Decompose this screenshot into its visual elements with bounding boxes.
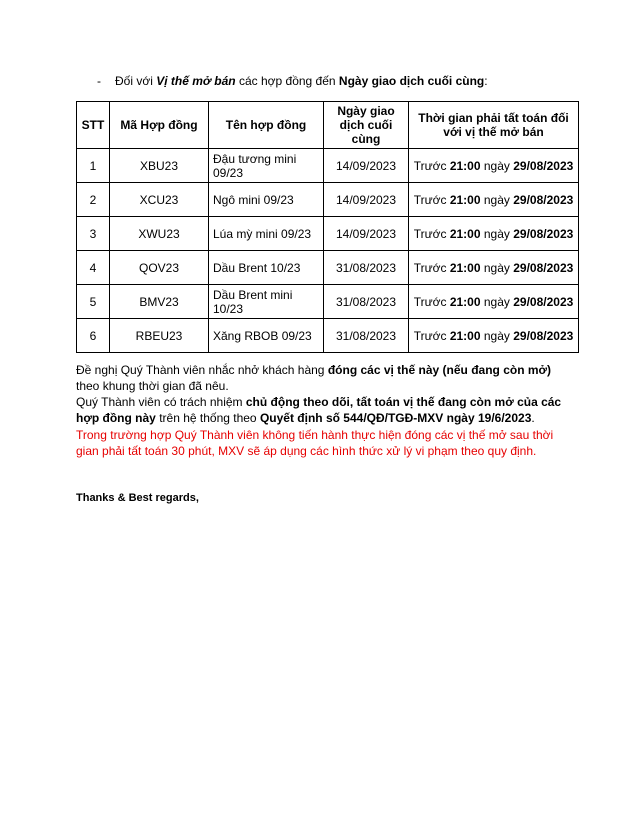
header-contract-code: Mã Hợp đồng (110, 102, 209, 149)
row-stt: 3 (77, 217, 110, 251)
row-contract-name: Ngô mini 09/23 (209, 183, 324, 217)
reminder-text: Đề nghị Quý Thành viên nhắc nhở khách hàng (76, 363, 328, 377)
deadline-connector: ngày (480, 260, 514, 275)
deadline-time: 21:00 (449, 294, 481, 309)
deadline-connector: ngày (480, 226, 514, 241)
row-stt: 6 (77, 319, 110, 353)
intro-line (97, 73, 488, 89)
deadline-date: 29/08/2023 (513, 226, 574, 241)
header-stt: STT (77, 102, 110, 149)
row-contract-code: BMV23 (110, 285, 209, 319)
row-stt: 2 (77, 183, 110, 217)
row-last-trading-day: 31/08/2023 (324, 319, 409, 353)
row-contract-name: Lúa mỳ mini 09/23 (209, 217, 324, 251)
row-last-trading-day: 14/09/2023 (324, 217, 409, 251)
deadline-prefix: Trước (413, 226, 450, 241)
table-row (77, 319, 579, 353)
contracts-table (76, 101, 579, 353)
decision-reference: Quyết định số 544/QĐ/TGĐ-MXV ngày 19/6/2023 (259, 411, 532, 425)
row-contract-code: XWU23 (110, 217, 209, 251)
deadline-time: 21:00 (449, 260, 481, 275)
intro-text: các hợp đồng đến (235, 74, 339, 88)
deadline-date: 29/08/2023 (513, 192, 574, 207)
reminder-text: theo khung thời gian đã nêu. (76, 379, 229, 393)
row-contract-name: Đậu tương mini 09/23 (209, 149, 324, 183)
header-settlement-deadline: Thời gian phải tất toán đối với vị thế mở bán (409, 102, 579, 149)
deadline-prefix: Trước (413, 260, 450, 275)
warning-paragraph: Trong trường hợp Quý Thành viên không tiến hành thực hiện đóng các vị thế mở sau thời gian phải tất toán 30 phút, MXV sẽ áp dụng các hình thức xử lý vi phạm theo quy định. (76, 428, 554, 458)
deadline-time: 21:00 (449, 328, 481, 343)
row-contract-code: XBU23 (110, 149, 209, 183)
table-header-row (77, 102, 579, 149)
deadline-date: 29/08/2023 (513, 260, 574, 275)
deadline-prefix: Trước (413, 294, 450, 309)
responsibility-text: . (531, 411, 535, 425)
deadline-time: 21:00 (449, 226, 481, 241)
table-row (77, 183, 579, 217)
row-last-trading-day: 14/09/2023 (324, 183, 409, 217)
intro-emphasis-last-trading-day: Ngày giao dịch cuối cùng (338, 74, 485, 88)
deadline-prefix: Trước (413, 328, 450, 343)
intro-text: Đối với (115, 74, 157, 88)
row-stt: 1 (77, 149, 110, 183)
deadline-prefix: Trước (413, 158, 450, 173)
responsibility-text: trên hệ thống theo (155, 411, 260, 425)
row-last-trading-day: 14/09/2023 (324, 149, 409, 183)
deadline-time: 21:00 (449, 158, 481, 173)
deadline-prefix: Trước (413, 192, 450, 207)
row-stt: 4 (77, 251, 110, 285)
row-stt: 5 (77, 285, 110, 319)
responsibility-emphasis: chủ động theo dõi, tất toán vị thế đang còn mở của các hợp đồng này (76, 395, 562, 425)
row-settlement-deadline (409, 285, 579, 319)
deadline-connector: ngày (480, 192, 514, 207)
deadline-time: 21:00 (449, 192, 481, 207)
deadline-connector: ngày (480, 158, 514, 173)
responsibility-paragraph (76, 394, 576, 426)
row-settlement-deadline (409, 149, 579, 183)
reminder-paragraph (76, 362, 576, 394)
deadline-date: 29/08/2023 (513, 294, 574, 309)
header-contract-name: Tên hợp đồng (209, 102, 324, 149)
deadline-date: 29/08/2023 (513, 328, 574, 343)
reminder-emphasis: đóng các vị thế này (nếu đang còn mở) (327, 363, 552, 377)
deadline-date: 29/08/2023 (513, 158, 574, 173)
row-contract-name: Xăng RBOB 09/23 (209, 319, 324, 353)
table-row (77, 285, 579, 319)
signoff: Thanks & Best regards, (76, 492, 199, 504)
table-row (77, 217, 579, 251)
intro-text: : (484, 74, 488, 88)
row-contract-name: Dầu Brent 10/23 (209, 251, 324, 285)
responsibility-text: Quý Thành viên có trách nhiệm (76, 395, 246, 409)
table-row (77, 251, 579, 285)
bullet-dash: - (97, 74, 101, 88)
row-settlement-deadline (409, 217, 579, 251)
row-contract-code: QOV23 (110, 251, 209, 285)
row-last-trading-day: 31/08/2023 (324, 251, 409, 285)
row-settlement-deadline (409, 183, 579, 217)
deadline-connector: ngày (480, 294, 514, 309)
deadline-connector: ngày (480, 328, 514, 343)
intro-emphasis-open-sell: Vị thế mở bán (156, 74, 236, 88)
row-contract-code: RBEU23 (110, 319, 209, 353)
row-contract-code: XCU23 (110, 183, 209, 217)
row-settlement-deadline (409, 319, 579, 353)
row-settlement-deadline (409, 251, 579, 285)
table-row (77, 149, 579, 183)
header-last-trading-day: Ngày giao dịch cuối cùng (324, 102, 409, 149)
row-last-trading-day: 31/08/2023 (324, 285, 409, 319)
row-contract-name: Dầu Brent mini 10/23 (209, 285, 324, 319)
